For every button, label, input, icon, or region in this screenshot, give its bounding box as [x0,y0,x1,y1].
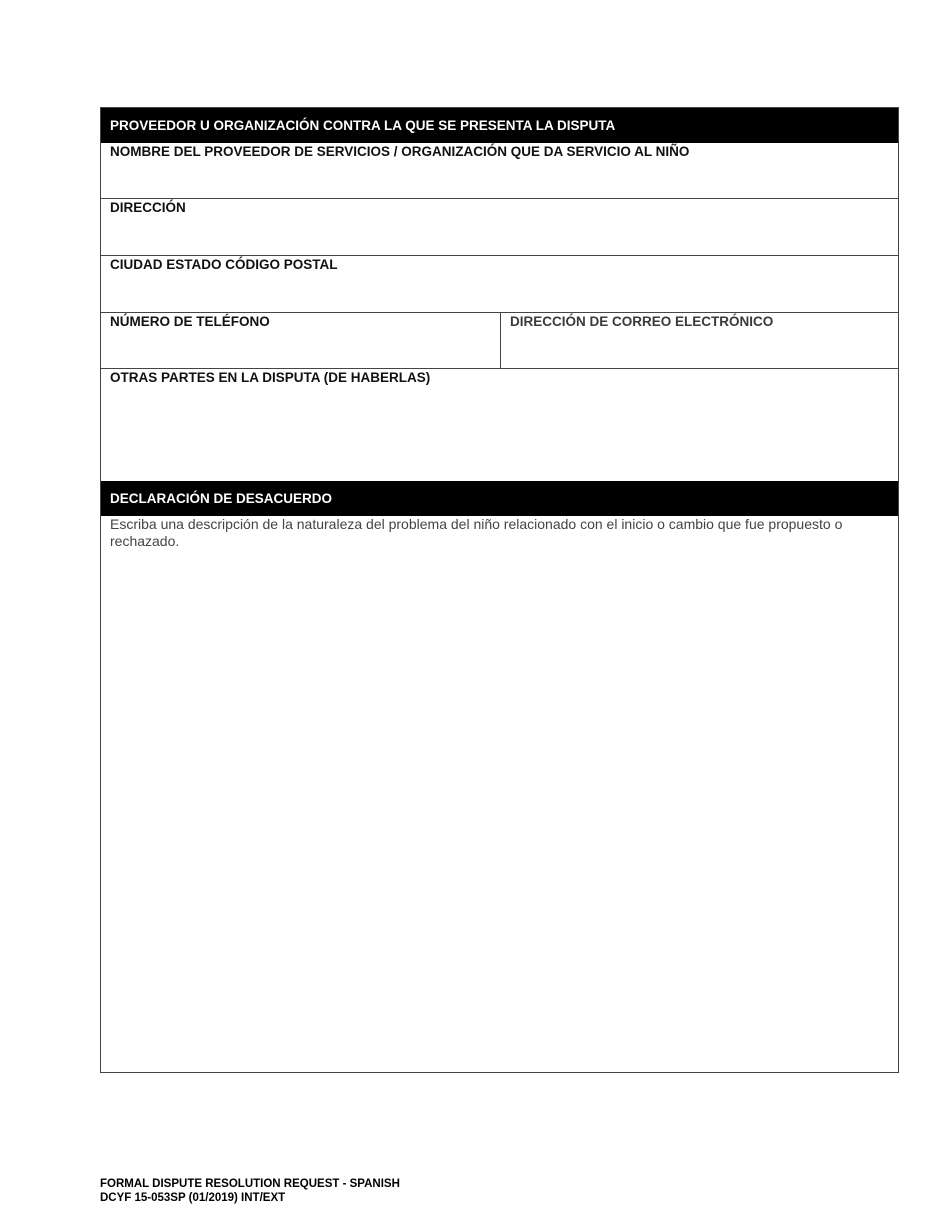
disagreement-statement-field[interactable] [101,516,898,1072]
section-header-provider-title: PROVEEDOR U ORGANIZACIÓN CONTRA LA QUE SE PRESENTA LA DISPUTA [110,118,616,133]
city-state-zip-field[interactable] [101,256,898,313]
city-state-zip-label: CIUDAD ESTADO CÓDIGO POSTAL [110,257,338,272]
footer-form-title: FORMAL DISPUTE RESOLUTION REQUEST - SPANISH [100,1178,400,1190]
other-parties-field[interactable] [101,369,898,481]
dispute-form [100,107,899,1073]
other-parties-label: OTRAS PARTES EN LA DISPUTA (DE HABERLAS) [110,370,431,385]
email-label: DIRECCIÓN DE CORREO ELECTRÓNICO [510,314,774,329]
form-footer [100,1177,400,1205]
email-field[interactable] [501,313,899,368]
address-label: DIRECCIÓN [110,200,186,215]
phone-email-row [101,313,898,369]
phone-label: NÚMERO DE TELÉFONO [110,314,270,329]
provider-name-label: NOMBRE DEL PROVEEDOR DE SERVICIOS / ORGANIZACIÓN QUE DA SERVICIO AL NIÑO [110,144,690,159]
phone-field[interactable] [101,313,501,368]
section-header-disagreement [101,481,898,516]
disagreement-instructions: Escriba una descripción de la naturaleza del problema del niño relacionado con el inicio o cambio que fue propuesto o rechazado. [110,516,843,549]
section-header-provider [101,108,898,143]
footer-form-number: DCYF 15-053SP (01/2019) INT/EXT [100,1192,286,1204]
provider-name-field[interactable] [101,143,898,199]
section-header-disagreement-title: DECLARACIÓN DE DESACUERDO [110,491,333,506]
address-field[interactable] [101,199,898,256]
